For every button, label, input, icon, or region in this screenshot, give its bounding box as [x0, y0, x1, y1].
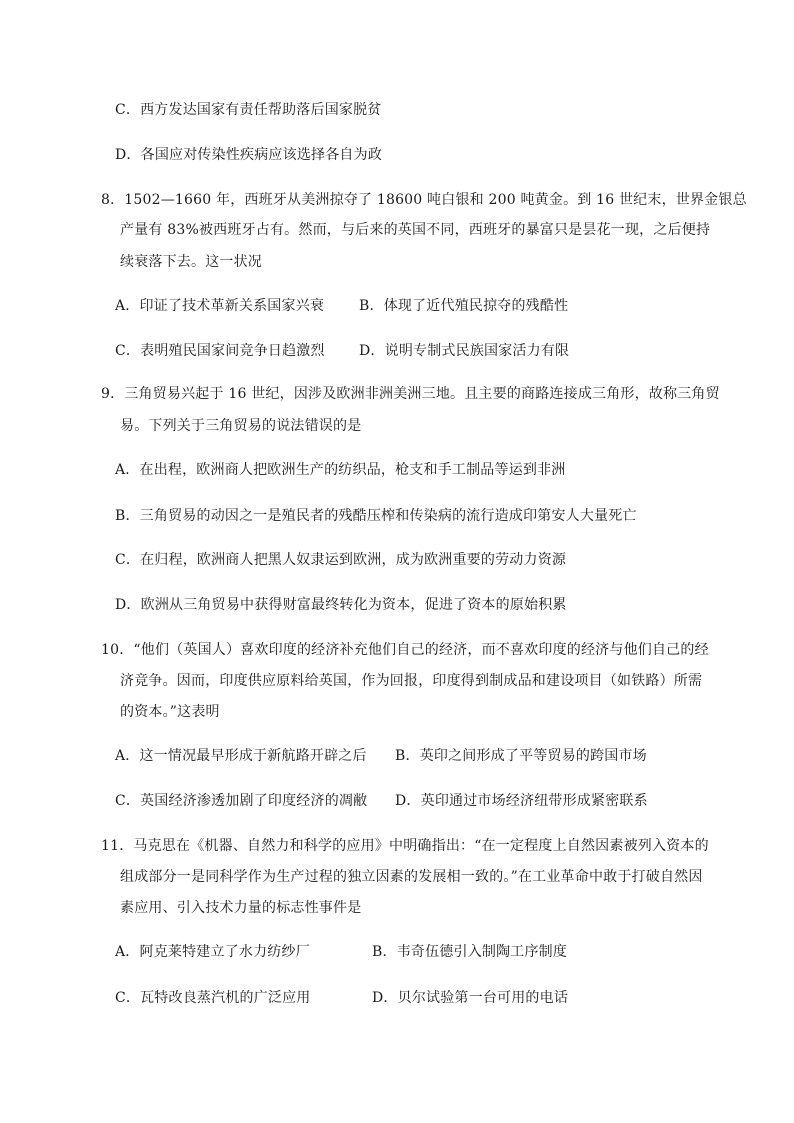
q10-option-d: D．英印通过市场经济纽带形成紧密联系 — [395, 793, 648, 809]
q11-option-a: A．阿克莱特建立了水力纺纱厂 — [115, 944, 310, 960]
q9-option-d: D．欧洲从三角贸易中获得财富最终转化为资本，促进了资本的原始积累 — [115, 597, 567, 613]
q10-stem-line-1: 10．“他们（英国人）喜欢印度的经济补充他们自己的经济，而不喜欢印度的经济与他们自己的经 — [101, 642, 709, 658]
q7-option-c: C．西方发达国家有责任帮助落后国家脱贫 — [115, 102, 382, 118]
q7-option-d: D．各国应对传染性疾病应该选择各自为政 — [115, 147, 383, 163]
q8-stem-line-1: 8．1502—1660 年，西班牙从美洲掠夺了 18600 吨白银和 200 吨黄金。到 16 世纪末，世界金银总 — [101, 192, 747, 208]
q9-option-b: B．三角贸易的动因之一是殖民者的残酷压榨和传染病的流行造成印第安人大量死亡 — [115, 508, 637, 524]
q8-option-b: B．体现了近代殖民掠夺的残酷性 — [359, 298, 569, 314]
q8-option-d: D．说明专制式民族国家活力有限 — [359, 343, 570, 359]
q8-stem-line-3: 续衰落下去。这一状况 — [120, 254, 262, 270]
q9-option-c: C．在归程，欧洲商人把黑人奴隶运到欧洲，成为欧洲重要的劳动力资源 — [115, 552, 567, 568]
q10-option-a: A．这一情况最早形成于新航路开辟之后 — [115, 748, 367, 764]
q11-option-d: D．贝尔试验第一台可用的电话 — [372, 990, 569, 1006]
q8-option-a: A．印证了技术革新关系国家兴衰 — [115, 298, 325, 314]
q10-stem-line-3: 的资本。”这表明 — [120, 704, 220, 720]
q9-stem-line-1: 9．三角贸易兴起于 16 世纪，因涉及欧洲非洲美洲三地。且主要的商路连接成三角形，故称三角贸 — [101, 386, 720, 402]
q10-option-b: B．英印之间形成了平等贸易的跨国市场 — [395, 748, 647, 764]
q8-stem-line-2: 产量有 83%被西班牙占有。然而，与后来的英国不同，西班牙的暴富只是昙花一现，之后便持 — [120, 222, 711, 238]
q11-option-b: B．韦奇伍德引入制陶工序制度 — [372, 944, 568, 960]
q9-option-a: A．在出程，欧洲商人把欧洲生产的纺织品，枪支和手工制品等运到非洲 — [115, 462, 566, 478]
q11-stem-line-1: 11．马克思在《机器、自然力和科学的应用》中明确指出：“在一定程度上自然因素被列入资本的 — [101, 838, 709, 854]
q10-option-c: C．英国经济渗透加剧了印度经济的凋敝 — [115, 793, 368, 809]
q11-stem-line-3: 素应用、引入技术力量的标志性事件是 — [120, 900, 362, 916]
q10-stem-line-2: 济竞争。因而，印度供应原料给英国，作为回报，印度得到制成品和建设项目（如铁路）所需 — [120, 673, 703, 689]
q11-option-c: C．瓦特改良蒸汽机的广泛应用 — [115, 990, 311, 1006]
q8-option-c: C．表明殖民国家间竞争日趋激烈 — [115, 343, 325, 359]
q9-stem-line-2: 易。下列关于三角贸易的说法错误的是 — [120, 418, 362, 434]
q11-stem-line-2: 组成部分一是同科学作为生产过程的独立因素的发展相一致的。”在工业革命中敢于打破自然因 — [120, 869, 703, 885]
